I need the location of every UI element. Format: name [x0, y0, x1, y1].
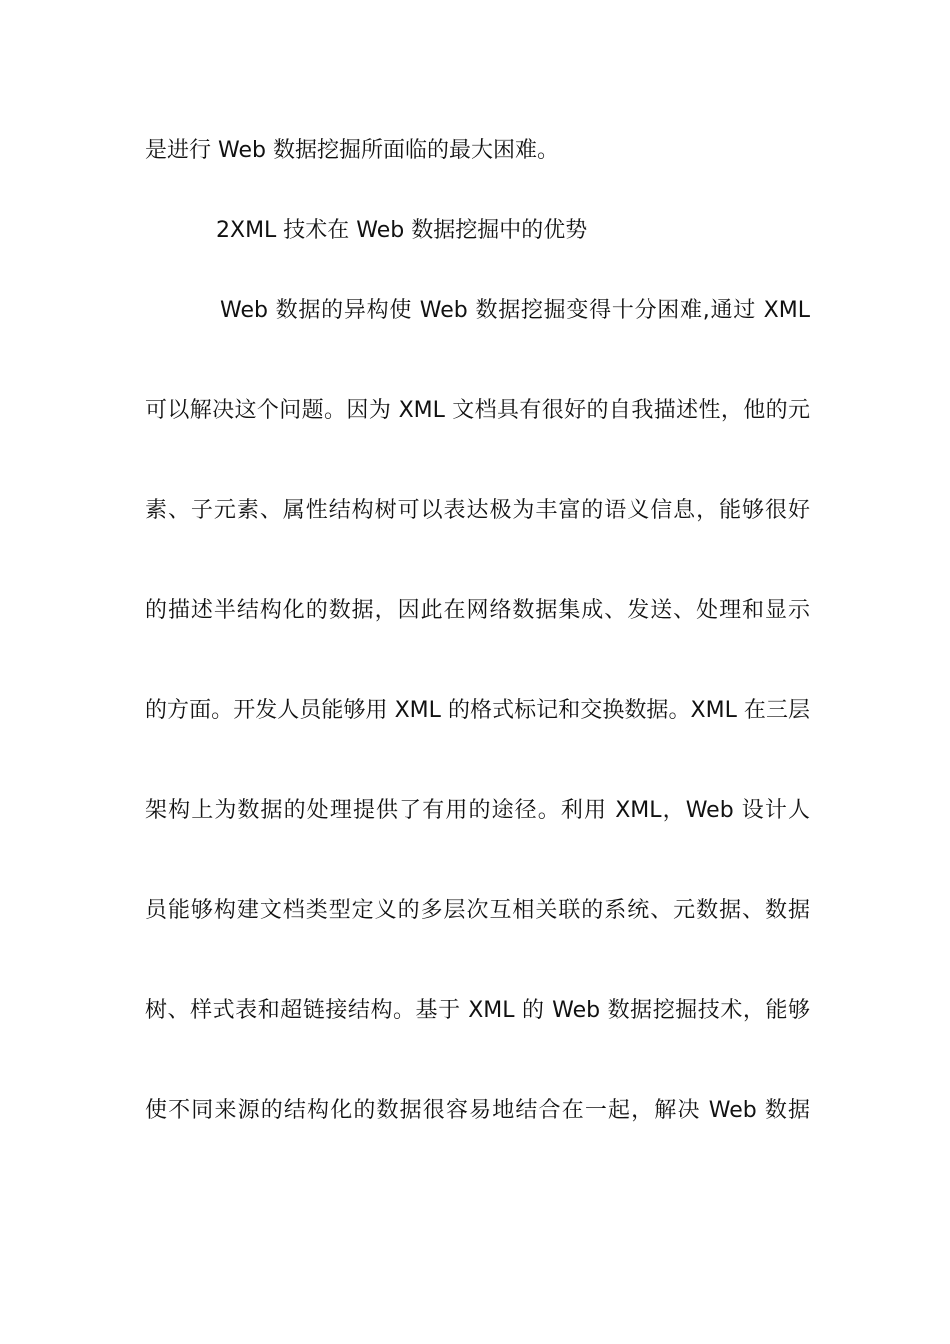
section-heading: 2XML 技术在 Web 数据挖掘中的优势: [216, 218, 588, 243]
text-line-4: 可以解决这个问题。因为 XML 文档具有很好的自我描述性，他的元: [145, 398, 810, 423]
text-line-10: 树、样式表和超链接结构。基于 XML 的 Web 数据挖掘技术，能够: [145, 998, 810, 1023]
text-line-3: Web 数据的异构使 Web 数据挖掘变得十分困难,通过 XML: [220, 298, 810, 323]
text-line-11: 使不同来源的结构化的数据很容易地结合在一起，解决 Web 数据: [145, 1098, 810, 1123]
text-line-6: 的描述半结构化的数据，因此在网络数据集成、发送、处理和显示: [145, 598, 810, 623]
text-line-5: 素、子元素、属性结构树可以表达极为丰富的语义信息，能够很好: [145, 498, 810, 523]
text-line-7: 的方面。开发人员能够用 XML 的格式标记和交换数据。XML 在三层: [145, 698, 810, 723]
text-line-8: 架构上为数据的处理提供了有用的途径。利用 XML，Web 设计人: [145, 798, 810, 823]
text-line-9: 员能够构建文档类型定义的多层次互相关联的系统、元数据、数据: [145, 898, 810, 923]
text-line-1: 是进行 Web 数据挖掘所面临的最大困难。: [145, 138, 559, 163]
